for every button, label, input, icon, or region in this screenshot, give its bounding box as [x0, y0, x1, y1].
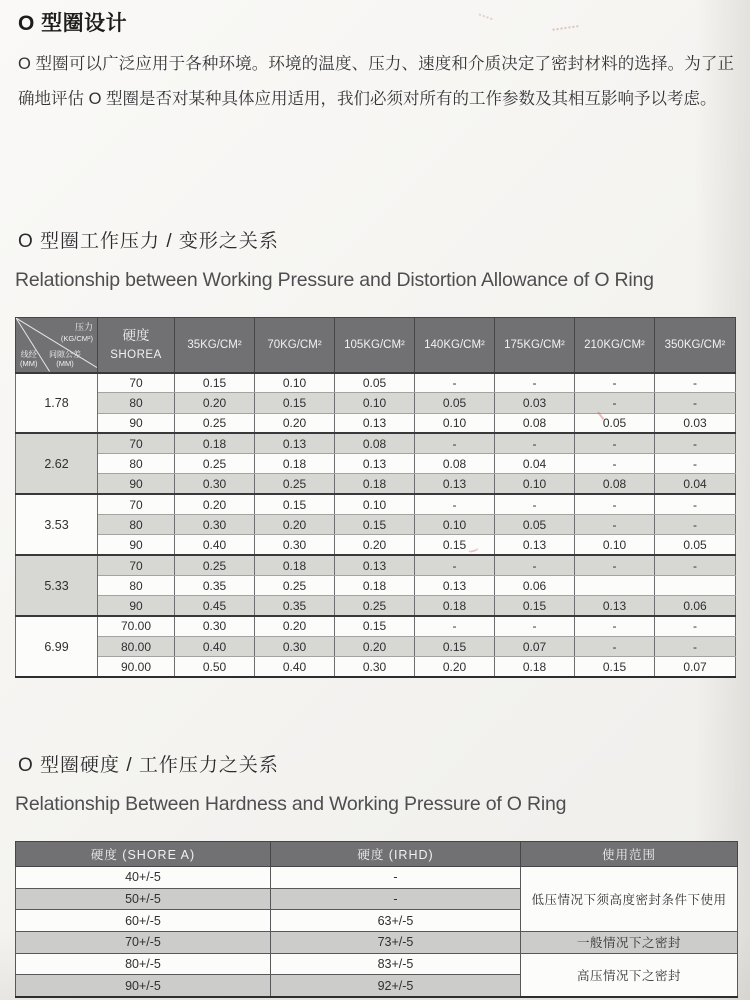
pressure-column-header: 140KG/CM² — [415, 318, 495, 373]
table-row — [16, 454, 736, 474]
wire-diameter-group — [16, 373, 736, 434]
distortion-value-cell — [655, 575, 736, 595]
wire-diameter-cell: 6.99 — [16, 616, 98, 677]
hardness-cell: 70 — [98, 494, 175, 514]
distortion-value-cell: - — [495, 373, 575, 393]
hardness-cell: 80 — [98, 454, 175, 474]
distortion-value-cell: 0.20 — [335, 535, 415, 555]
distortion-value-cell: 0.20 — [175, 393, 255, 413]
distortion-value-cell: 0.30 — [255, 535, 335, 555]
distortion-value-cell: 0.25 — [175, 413, 255, 433]
usage-range-cell: 一般情况下之密封 — [521, 932, 738, 954]
usage-range-header: 使用范围 — [521, 842, 738, 867]
distortion-value-cell: 0.18 — [335, 575, 415, 595]
distortion-value-cell: - — [575, 373, 655, 393]
wire-diameter-group — [16, 433, 736, 494]
distortion-value-cell: 0.08 — [495, 413, 575, 433]
distortion-value-cell: - — [655, 636, 736, 656]
wire-diameter-cell: 1.78 — [16, 373, 98, 434]
hardness-column-header: 硬度 SHOREA — [98, 318, 175, 373]
distortion-value-cell: 0.13 — [575, 596, 655, 616]
usage-range-cell: 低压情况下须高度密封条件下使用 — [521, 867, 738, 932]
table-row — [16, 474, 736, 494]
distortion-value-cell: - — [415, 616, 495, 636]
wire-diameter-cell: 3.53 — [16, 494, 98, 555]
hardness-cell: 90 — [98, 596, 175, 616]
distortion-value-cell: 0.45 — [175, 596, 255, 616]
distortion-value-cell: 0.10 — [255, 373, 335, 393]
shore-hardness-cell: 60+/-5 — [16, 910, 271, 932]
hardness-cell: 70 — [98, 555, 175, 575]
pencil-scribble — [552, 18, 579, 31]
irhd-hardness-header: 硬度 (IRHD) — [271, 842, 521, 867]
distortion-value-cell: 0.13 — [415, 474, 495, 494]
wire-diameter-group — [16, 555, 736, 616]
distortion-value-cell: 0.08 — [415, 454, 495, 474]
corner-header-cell — [16, 318, 98, 373]
shore-hardness-cell: 70+/-5 — [16, 932, 271, 954]
distortion-value-cell: - — [655, 494, 736, 514]
distortion-value-cell: 0.15 — [175, 373, 255, 393]
wire-diameter-cell: 5.33 — [16, 555, 98, 616]
table-row — [16, 616, 736, 636]
distortion-value-cell: 0.05 — [655, 535, 736, 555]
corner-gap-tolerance-label: 间隙公差 (MM) — [49, 349, 81, 368]
irhd-hardness-cell: 92+/-5 — [271, 975, 521, 997]
table-row — [16, 575, 736, 595]
hardness-cell: 90.00 — [98, 657, 175, 677]
distortion-value-cell: - — [415, 433, 495, 453]
pressure-column-header: 350KG/CM² — [655, 318, 736, 373]
irhd-hardness-cell: - — [271, 888, 521, 910]
distortion-value-cell: 0.03 — [495, 393, 575, 413]
distortion-value-cell: - — [495, 433, 575, 453]
wire-diameter-group — [16, 494, 736, 555]
table-row — [16, 413, 736, 433]
distortion-value-cell: 0.15 — [335, 616, 415, 636]
intro-paragraph: O 型圈可以广泛应用于各种环境。环境的温度、压力、速度和介质决定了密封材料的选择。为了正确地评估 O 型圈是否对某种具体应用适用，我们必须对所有的工作参数及其相互影响予以考虑。 — [18, 55, 734, 108]
hardness-cell: 80 — [98, 515, 175, 535]
distortion-value-cell: 0.25 — [175, 454, 255, 474]
table-row — [16, 433, 736, 453]
wire-diameter-cell: 2.62 — [16, 433, 98, 494]
distortion-value-cell: - — [655, 454, 736, 474]
pencil-scribble — [479, 6, 496, 20]
distortion-value-cell: 0.06 — [495, 575, 575, 595]
distortion-value-cell: - — [575, 616, 655, 636]
distortion-value-cell: - — [575, 454, 655, 474]
distortion-value-cell: 0.13 — [335, 413, 415, 433]
distortion-value-cell: 0.05 — [335, 373, 415, 393]
distortion-value-cell: 0.20 — [255, 413, 335, 433]
distortion-value-cell: 0.04 — [495, 454, 575, 474]
distortion-value-cell: - — [575, 393, 655, 413]
table-row — [16, 657, 736, 677]
distortion-value-cell: - — [575, 636, 655, 656]
hardness-cell: 70 — [98, 433, 175, 453]
distortion-value-cell: 0.03 — [655, 413, 736, 433]
distortion-value-cell: 0.15 — [575, 657, 655, 677]
shore-hardness-cell: 80+/-5 — [16, 953, 271, 975]
distortion-value-cell — [575, 575, 655, 595]
corner-wire-diameter-label: 线经 (MM) — [20, 349, 38, 368]
distortion-value-cell: 0.15 — [335, 515, 415, 535]
distortion-value-cell: 0.07 — [655, 657, 736, 677]
distortion-value-cell: 0.20 — [175, 494, 255, 514]
distortion-value-cell: - — [655, 393, 736, 413]
distortion-value-cell: 0.15 — [495, 596, 575, 616]
distortion-value-cell: 0.10 — [335, 393, 415, 413]
pressure-column-header: 210KG/CM² — [575, 318, 655, 373]
distortion-value-cell: 0.15 — [415, 535, 495, 555]
distortion-value-cell: 0.20 — [255, 616, 335, 636]
distortion-value-cell: - — [655, 555, 736, 575]
distortion-value-cell: 0.08 — [575, 474, 655, 494]
distortion-value-cell: 0.10 — [335, 494, 415, 514]
pressure-distortion-table — [15, 317, 736, 678]
distortion-value-cell: - — [495, 494, 575, 514]
distortion-value-cell: 0.15 — [255, 494, 335, 514]
distortion-value-cell: - — [655, 433, 736, 453]
pressure-column-header: 175KG/CM² — [495, 318, 575, 373]
distortion-value-cell: - — [655, 616, 736, 636]
table-row — [16, 494, 736, 514]
distortion-value-cell: 0.40 — [175, 636, 255, 656]
distortion-value-cell: 0.25 — [175, 555, 255, 575]
distortion-value-cell: 0.05 — [495, 515, 575, 535]
distortion-value-cell: 0.05 — [415, 393, 495, 413]
distortion-value-cell: 0.18 — [495, 657, 575, 677]
distortion-value-cell: 0.18 — [255, 454, 335, 474]
shore-hardness-header: 硬度 (SHORE A) — [16, 842, 271, 867]
irhd-hardness-cell: 63+/-5 — [271, 910, 521, 932]
distortion-value-cell: 0.18 — [415, 596, 495, 616]
hardness-cell: 70 — [98, 373, 175, 393]
distortion-value-cell: 0.20 — [335, 636, 415, 656]
distortion-value-cell: - — [415, 494, 495, 514]
table-row — [16, 393, 736, 413]
distortion-value-cell: 0.05 — [575, 413, 655, 433]
distortion-value-cell: 0.20 — [415, 657, 495, 677]
distortion-value-cell: 0.50 — [175, 657, 255, 677]
shore-hardness-cell: 90+/-5 — [16, 975, 271, 997]
page-title: O 型圈设计 — [18, 12, 128, 35]
distortion-value-cell: 0.15 — [255, 393, 335, 413]
table1-header-row — [16, 318, 736, 373]
hardness-cell: 90 — [98, 474, 175, 494]
distortion-value-cell: 0.10 — [415, 515, 495, 535]
distortion-value-cell: 0.20 — [255, 515, 335, 535]
table2-header-row — [16, 842, 738, 867]
distortion-value-cell: 0.15 — [415, 636, 495, 656]
pressure-column-header: 70KG/CM² — [255, 318, 335, 373]
distortion-value-cell: 0.18 — [255, 555, 335, 575]
irhd-hardness-cell: 73+/-5 — [271, 932, 521, 954]
table-row — [16, 373, 736, 393]
wire-diameter-group — [16, 616, 736, 677]
hardness-cell: 90 — [98, 535, 175, 555]
distortion-value-cell: - — [575, 433, 655, 453]
table-row — [16, 953, 738, 975]
distortion-value-cell: - — [655, 373, 736, 393]
distortion-value-cell: 0.40 — [255, 657, 335, 677]
corner-pressure-label: 压力 (KG/CM²) — [60, 322, 93, 343]
hardness-pressure-table — [15, 841, 738, 998]
hardness-table-body — [16, 867, 738, 997]
hardness-cell: 80 — [98, 393, 175, 413]
distortion-value-cell: 0.30 — [175, 616, 255, 636]
shore-hardness-cell: 40+/-5 — [16, 867, 271, 889]
distortion-value-cell: 0.07 — [495, 636, 575, 656]
pressure-column-header: 35KG/CM² — [175, 318, 255, 373]
section2-title-zh: O 型圈硬度 / 工作压力之关系 — [18, 755, 279, 776]
pressure-column-header: 105KG/CM² — [335, 318, 415, 373]
section1-title-en: Relationship between Working Pressure and Distortion Allowance of O Ring — [15, 269, 654, 291]
table-row — [16, 555, 736, 575]
distortion-value-cell: - — [495, 555, 575, 575]
distortion-value-cell: - — [575, 515, 655, 535]
distortion-value-cell: 0.04 — [655, 474, 736, 494]
distortion-value-cell: 0.06 — [655, 596, 736, 616]
distortion-value-cell: 0.25 — [255, 474, 335, 494]
distortion-value-cell: 0.13 — [335, 555, 415, 575]
irhd-hardness-cell: 83+/-5 — [271, 953, 521, 975]
distortion-value-cell: - — [655, 515, 736, 535]
distortion-value-cell: 0.10 — [415, 413, 495, 433]
hardness-cell: 90 — [98, 413, 175, 433]
distortion-value-cell: 0.30 — [255, 636, 335, 656]
distortion-value-cell: 0.35 — [175, 575, 255, 595]
distortion-value-cell: 0.13 — [415, 575, 495, 595]
distortion-value-cell: 0.35 — [255, 596, 335, 616]
distortion-value-cell: 0.40 — [175, 535, 255, 555]
distortion-value-cell: 0.25 — [255, 575, 335, 595]
table-row — [16, 867, 738, 889]
distortion-value-cell: 0.25 — [335, 596, 415, 616]
section2-title-en: Relationship Between Hardness and Working Pressure of O Ring — [15, 793, 567, 815]
distortion-value-cell: - — [495, 616, 575, 636]
distortion-value-cell: 0.10 — [575, 535, 655, 555]
section1-title-zh: O 型圈工作压力 / 变形之关系 — [18, 231, 279, 252]
table-row — [16, 596, 736, 616]
irhd-hardness-cell: - — [271, 867, 521, 889]
table-row — [16, 932, 738, 954]
table-row — [16, 535, 736, 555]
distortion-value-cell: 0.18 — [335, 474, 415, 494]
usage-range-cell: 高压情况下之密封 — [521, 953, 738, 996]
distortion-value-cell: - — [575, 494, 655, 514]
hardness-cell: 80.00 — [98, 636, 175, 656]
distortion-value-cell: 0.30 — [335, 657, 415, 677]
distortion-value-cell: 0.10 — [495, 474, 575, 494]
distortion-value-cell: 0.30 — [175, 474, 255, 494]
hardness-cell: 80 — [98, 575, 175, 595]
distortion-value-cell: - — [415, 373, 495, 393]
distortion-value-cell: 0.13 — [335, 454, 415, 474]
distortion-value-cell: 0.30 — [175, 515, 255, 535]
distortion-value-cell: 0.13 — [495, 535, 575, 555]
hardness-cell: 70.00 — [98, 616, 175, 636]
shore-hardness-cell: 50+/-5 — [16, 888, 271, 910]
distortion-value-cell: 0.13 — [255, 433, 335, 453]
distortion-value-cell: 0.08 — [335, 433, 415, 453]
distortion-value-cell: - — [415, 555, 495, 575]
distortion-value-cell: - — [575, 555, 655, 575]
distortion-value-cell: 0.18 — [175, 433, 255, 453]
table-row — [16, 636, 736, 656]
table-row — [16, 515, 736, 535]
